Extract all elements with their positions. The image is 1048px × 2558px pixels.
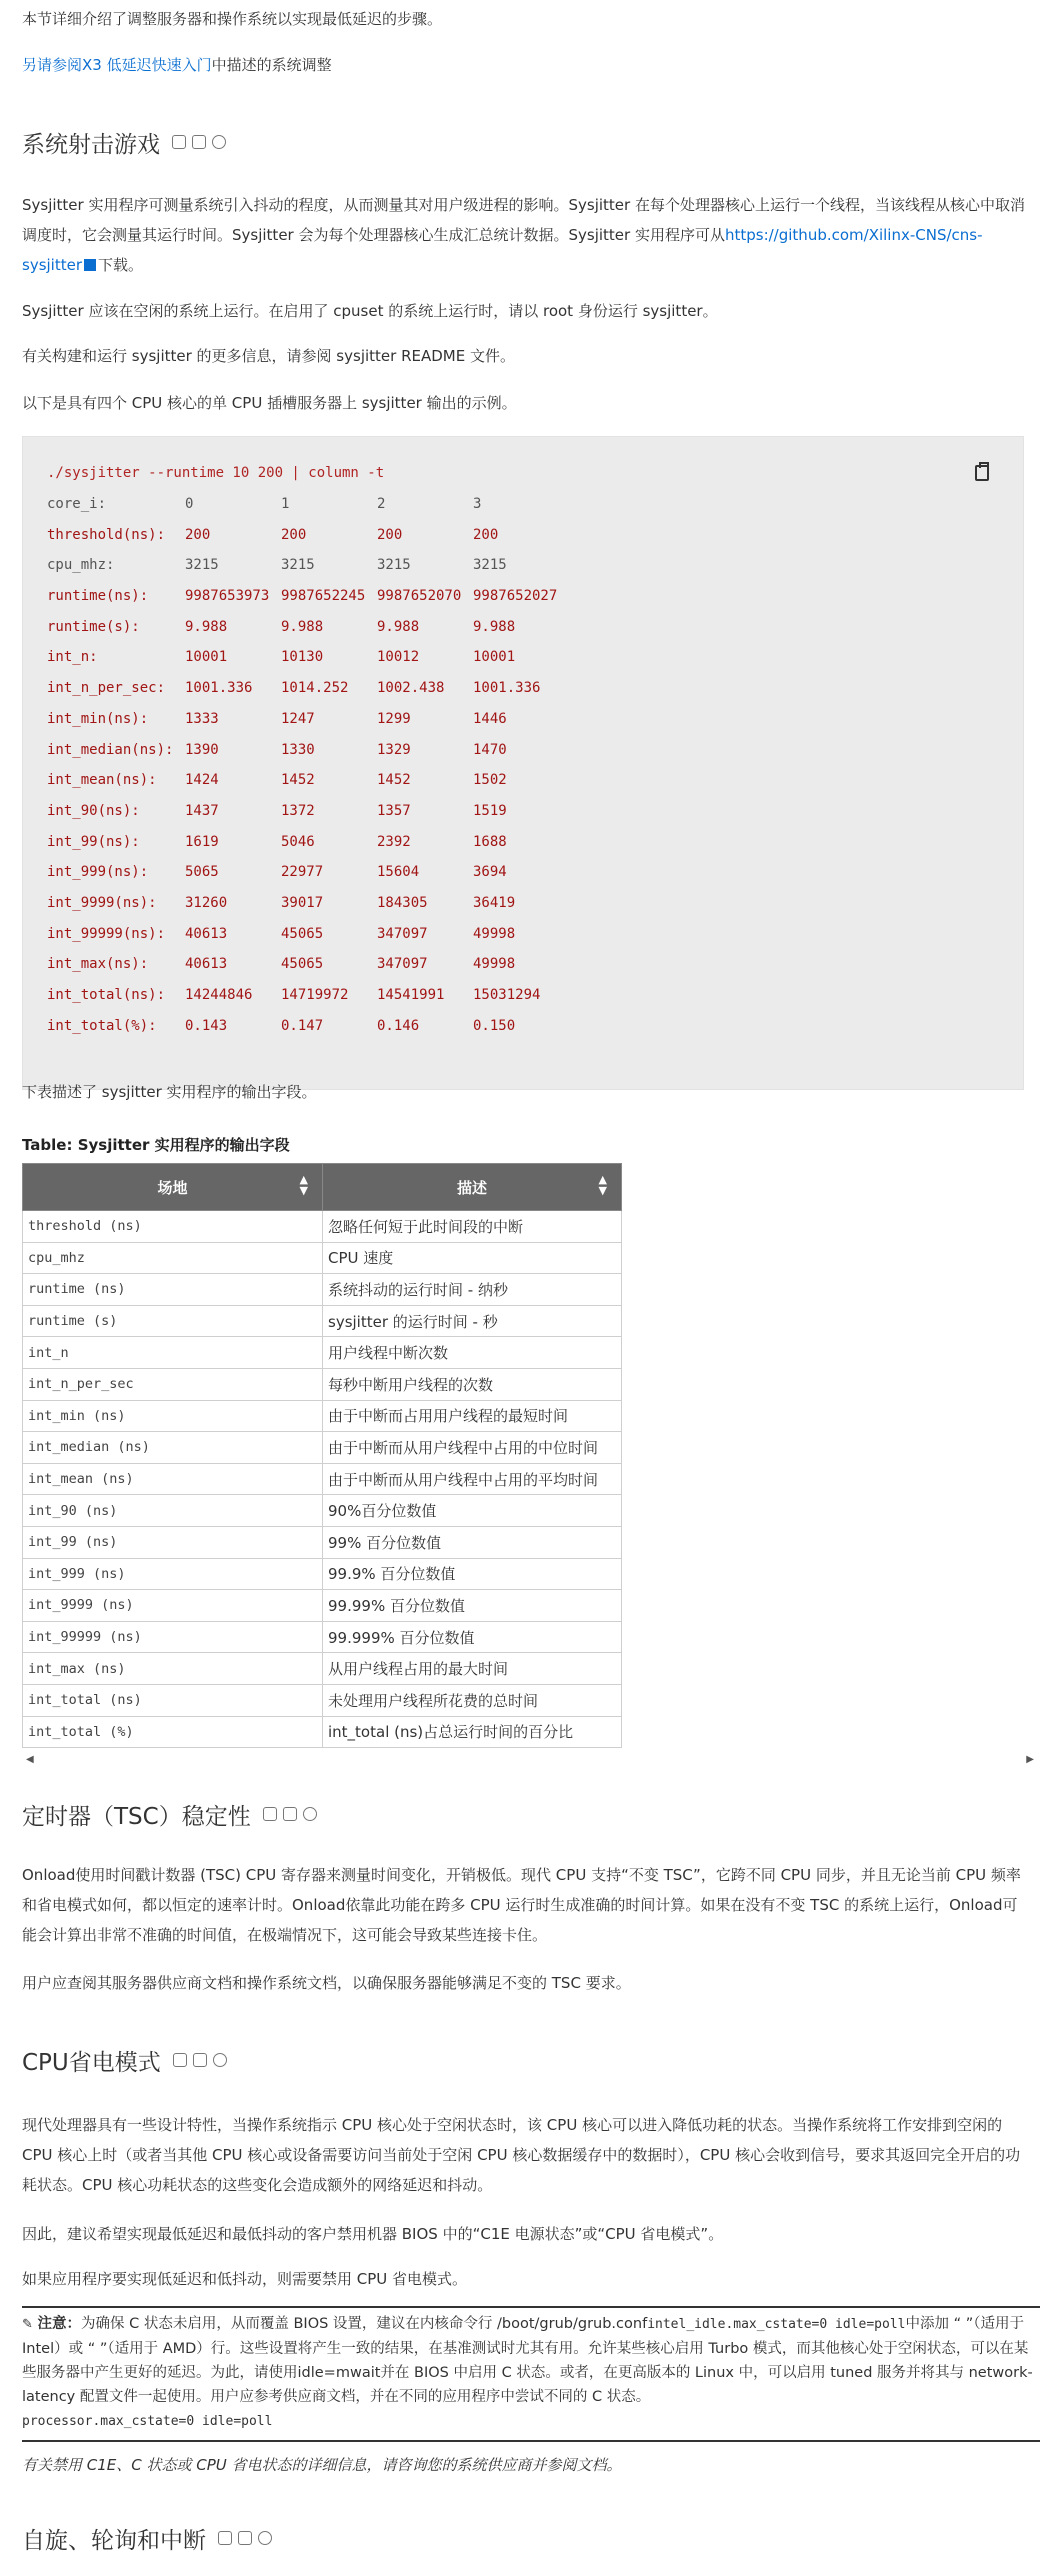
- share-icon[interactable]: [172, 135, 186, 149]
- table-row: [23, 1716, 622, 1748]
- pencil-icon: ✎: [22, 2317, 33, 2332]
- note-box: ✎ 注意：为确保 C 状态未启用，从而覆盖 BIOS 设置，建议在内核命令行 /boot/grub/grub.confintel_idle.max_cstate=0 idle=poll中添加 “ ”（适用于 Intel）或 “ ”（适用于 AMD）行。这些设置将产生一致的结果，在基准测试时尤其有用。允许某些核心启用 Turbo 模式，而其他核心处于空闲状态，可以在某些服务器中产生更好的延迟。为此，请使用idle=mwait并在 BIOS 中启用 C 状态。或者，在更高版本的 Linux 中，可以启用 tuned 服务并将其与 network-latency 配置文件一起使用。用户应参考供应商文档，并在不同的应用程序中尝试不同的 C 状态。 processor.max_cstate=0 idle=poll: [22, 2306, 1040, 2442]
- code-value: 1299: [377, 710, 411, 727]
- code-row: [47, 550, 1023, 581]
- code-value: 15031294: [473, 987, 541, 1003]
- code-value: 1446: [473, 710, 507, 727]
- code-value: 36419: [473, 894, 516, 911]
- code-key: core_i:: [47, 496, 107, 512]
- code-row: [47, 919, 1023, 950]
- code-value: 200: [473, 526, 499, 543]
- code-row: [47, 489, 1023, 520]
- next-heading: 自旋、轮询和中断: [22, 2527, 206, 2554]
- table-row: [23, 1526, 622, 1558]
- column-header-description[interactable]: 描述 ▲ ▼: [323, 1164, 622, 1211]
- code-key: int_9999(ns):: [47, 894, 157, 911]
- code-value: 39017: [281, 894, 324, 911]
- code-value: 1: [281, 496, 290, 512]
- code-value: 0.150: [473, 1017, 516, 1034]
- code-value: 49998: [473, 925, 516, 942]
- feedback-icon[interactable]: [212, 135, 226, 149]
- table-row: [23, 1305, 622, 1337]
- field-name-cell: int_n_per_sec: [23, 1368, 323, 1400]
- code-value: 5046: [281, 833, 315, 850]
- column-header-field[interactable]: 场地 ▲ ▼: [23, 1164, 323, 1211]
- code-value: 1333: [185, 710, 219, 727]
- code-value: 9.988: [377, 618, 420, 635]
- code-row: [47, 735, 1023, 766]
- section-heading-next: [22, 2518, 272, 2558]
- code-key: int_min(ns):: [47, 710, 149, 727]
- code-value: 3215: [281, 557, 315, 574]
- code-key: int_999(ns):: [47, 864, 149, 881]
- code-value: 1688: [473, 833, 507, 850]
- code-block: [22, 436, 1024, 1090]
- code-row: [47, 857, 1023, 888]
- code-value: 10001: [473, 649, 516, 666]
- code-value: 9987653973: [185, 588, 270, 605]
- code-row: [47, 642, 1023, 673]
- code-key: threshold(ns):: [47, 526, 166, 543]
- code-key: int_total(%):: [47, 1017, 157, 1034]
- code-value: 31260: [185, 894, 228, 911]
- feedback-icon[interactable]: [303, 1807, 317, 1821]
- code-row: [47, 581, 1023, 612]
- table-row: [23, 1653, 622, 1685]
- print-icon[interactable]: [283, 1807, 297, 1821]
- code-value: 347097: [377, 925, 428, 942]
- field-description-cell: 99.999% 百分位数值: [323, 1621, 622, 1653]
- code-value: 1470: [473, 741, 507, 758]
- code-value: 3215: [377, 557, 411, 574]
- field-description-cell: 由于中断而占用用户线程的最短时间: [323, 1400, 622, 1432]
- code-row: [47, 520, 1023, 551]
- table-row: [23, 1242, 622, 1274]
- code-value: 10001: [185, 649, 228, 666]
- sysjitter-paragraph-1: Sysjitter 实用程序可测量系统引入抖动的程度，从而测量其对用户级进程的影响。Sysjitter 在每个处理器核心上运行一个线程，当该线程从核心中取消调度时，它会测量其运行时间。Sysjitter 会为每个处理器核心生成汇总统计数据。Sysjitter 实用程序可从https://github.com/Xilinx-CNS/cns-sysjitter 下载。: [22, 196, 1025, 274]
- code-value: 1014.252: [281, 680, 349, 697]
- table-intro: 下表描述了 sysjitter 实用程序的输出字段。: [22, 1083, 317, 1101]
- note-code-intel: intel_idle.max_cstate=0 idle=poll: [647, 2317, 906, 2332]
- code-row: [47, 980, 1023, 1011]
- code-value: 1002.438: [377, 680, 445, 697]
- table-row: [23, 1463, 622, 1495]
- field-description-cell: sysjitter 的运行时间 - 秒: [323, 1305, 622, 1337]
- code-value: 9.988: [185, 618, 228, 635]
- field-description-cell: 从用户线程占用的最大时间: [323, 1653, 622, 1685]
- power-footnote: 有关禁用 C1E、C 状态或 CPU 省电状态的详细信息，请咨询您的系统供应商并参阅文档。: [22, 2456, 622, 2474]
- power-paragraph-2: 因此，建议希望实现最低延迟和最低抖动的客户禁用机器 BIOS 中的“C1E 电源状态”或“CPU 省电模式”。: [22, 2225, 724, 2243]
- intro-text: 本节详细介绍了调整服务器和操作系统以实现最低延迟的步骤。: [22, 10, 443, 28]
- code-value: 45065: [281, 956, 324, 973]
- power-heading: CPU省电模式: [22, 2049, 161, 2076]
- field-description-cell: 未处理用户线程所花费的总时间: [323, 1684, 622, 1716]
- field-description-cell: 99% 百分位数值: [323, 1526, 622, 1558]
- table-row: [23, 1558, 622, 1590]
- note-label: 注意：: [37, 2316, 82, 2332]
- code-value: 45065: [281, 925, 324, 942]
- table-row: [23, 1337, 622, 1369]
- field-name-cell: int_999 (ns): [23, 1558, 323, 1590]
- table-row: [23, 1684, 622, 1716]
- code-value: 1437: [185, 802, 219, 819]
- code-key: int_max(ns):: [47, 956, 149, 973]
- field-name-cell: runtime (s): [23, 1305, 323, 1337]
- code-value: 22977: [281, 864, 324, 881]
- table-caption: Table: Sysjitter 实用程序的输出字段: [22, 1136, 290, 1154]
- print-icon[interactable]: [192, 135, 206, 149]
- code-value: 1247: [281, 710, 315, 727]
- code-value: 14719972: [281, 987, 349, 1003]
- code-value: 1452: [281, 772, 315, 789]
- output-fields-table: [22, 1163, 622, 1748]
- field-name-cell: runtime (ns): [23, 1274, 323, 1306]
- external-link-icon: [84, 259, 96, 271]
- code-key: runtime(ns):: [47, 588, 149, 605]
- code-value: 14541991: [377, 987, 445, 1003]
- code-value: 1424: [185, 772, 219, 789]
- code-value: 1329: [377, 741, 411, 758]
- code-row: [47, 827, 1023, 858]
- code-value: 1619: [185, 833, 219, 850]
- note-code-amd: processor.max_cstate=0 idle=poll: [22, 2414, 273, 2429]
- share-icon[interactable]: [218, 2531, 232, 2545]
- code-value: 10130: [281, 649, 324, 666]
- code-value: 0: [185, 496, 194, 512]
- code-key: int_n:: [47, 649, 98, 666]
- sysjitter-heading: 系统射击游戏: [22, 131, 160, 158]
- code-value: 0.147: [281, 1017, 324, 1034]
- field-description-cell: int_total (ns)占总运行时间的百分比: [323, 1716, 622, 1748]
- table-row: [23, 1274, 622, 1306]
- code-value: 347097: [377, 956, 428, 973]
- code-command: ./sysjitter --runtime 10 200 | column -t: [47, 465, 385, 481]
- code-value: 9987652245: [281, 588, 366, 605]
- field-name-cell: int_9999 (ns): [23, 1590, 323, 1622]
- code-key: int_median(ns):: [47, 741, 174, 758]
- code-key: int_99(ns):: [47, 833, 140, 850]
- code-value: 3694: [473, 864, 507, 881]
- code-key: int_total(ns):: [47, 987, 166, 1003]
- field-name-cell: int_max (ns): [23, 1653, 323, 1685]
- code-key: runtime(s):: [47, 618, 140, 635]
- field-description-cell: 由于中断而从用户线程中占用的中位时间: [323, 1432, 622, 1464]
- code-key: int_n_per_sec:: [47, 680, 166, 697]
- share-icon[interactable]: [263, 1807, 277, 1821]
- code-value: 1502: [473, 772, 507, 789]
- github-link[interactable]: https://github.com/Xilinx-CNS/cns-sysjitter: [22, 226, 983, 274]
- field-name-cell: threshold (ns): [23, 1211, 323, 1243]
- table-scrollbar[interactable]: [22, 1752, 1036, 1768]
- code-value: 200: [185, 526, 211, 543]
- code-value: 1390: [185, 741, 219, 758]
- table-row: [23, 1495, 622, 1527]
- sysjitter-paragraph-3: 有关构建和运行 sysjitter 的更多信息，请参阅 sysjitter README 文件。: [22, 347, 515, 365]
- code-row: [47, 765, 1023, 796]
- field-name-cell: int_median (ns): [23, 1432, 323, 1464]
- field-name-cell: cpu_mhz: [23, 1242, 323, 1274]
- quickstart-link[interactable]: 另请参阅X3 低延迟快速入门: [22, 56, 212, 74]
- power-paragraph-3: 如果应用程序要实现低延迟和低抖动，则需要禁用 CPU 省电模式。: [22, 2270, 468, 2288]
- field-description-cell: 90%百分位数值: [323, 1495, 622, 1527]
- field-name-cell: int_mean (ns): [23, 1463, 323, 1495]
- section-heading-tsc: [22, 1794, 317, 1834]
- field-name-cell: int_99 (ns): [23, 1526, 323, 1558]
- code-row: [47, 1011, 1023, 1042]
- scroll-left-icon[interactable]: ◀: [26, 1754, 34, 1765]
- code-value: 9987652027: [473, 588, 558, 605]
- code-value: 1357: [377, 802, 411, 819]
- field-name-cell: int_total (%): [23, 1716, 323, 1748]
- code-value: 1372: [281, 802, 315, 819]
- field-description-cell: 99.9% 百分位数值: [323, 1558, 622, 1590]
- code-value: 9.988: [281, 618, 324, 635]
- code-value: 2392: [377, 833, 411, 850]
- code-row: [47, 888, 1023, 919]
- copy-icon[interactable]: [975, 465, 989, 481]
- code-value: 40613: [185, 956, 228, 973]
- table-row: [23, 1621, 622, 1653]
- code-value: 1519: [473, 802, 507, 819]
- code-value: 1452: [377, 772, 411, 789]
- field-name-cell: int_n: [23, 1337, 323, 1369]
- power-paragraph-1: 现代处理器具有一些设计特性，当操作系统指示 CPU 核心处于空闲状态时，该 CPU 核心可以进入降低功耗的状态。当操作系统将工作安排到空闲的 CPU 核心上时（或者当其他 CPU 核心或设备需要访问当前处于空闲 CPU 核心数据缓存中的数据时），CPU 核心会收到信号，要求其返回完全开启的功耗状态。CPU 核心功耗状态的这些变化会造成额外的网络延迟和抖动。: [22, 2116, 1021, 2194]
- field-name-cell: int_99999 (ns): [23, 1621, 323, 1653]
- code-value: 9.988: [473, 618, 516, 635]
- code-value: 3215: [473, 557, 507, 574]
- code-value: 15604: [377, 864, 420, 881]
- code-value: 40613: [185, 925, 228, 942]
- code-value: 200: [281, 526, 307, 543]
- field-description-cell: 系统抖动的运行时间 - 纳秒: [323, 1274, 622, 1306]
- code-value: 3: [473, 496, 482, 512]
- share-icon[interactable]: [173, 2053, 187, 2067]
- field-description-cell: 99.99% 百分位数值: [323, 1590, 622, 1622]
- code-value: 1330: [281, 741, 315, 758]
- code-row: [47, 796, 1023, 827]
- code-value: 14244846: [185, 987, 253, 1003]
- table-row: [23, 1590, 622, 1622]
- table-row: [23, 1368, 622, 1400]
- code-value: 49998: [473, 956, 516, 973]
- code-value: 10012: [377, 649, 420, 666]
- code-row: [47, 949, 1023, 980]
- code-row: [47, 673, 1023, 704]
- field-description-cell: CPU 速度: [323, 1242, 622, 1274]
- tsc-paragraph-2: 用户应查阅其服务器供应商文档和操作系统文档，以确保服务器能够满足不变的 TSC 要求。: [22, 1974, 631, 1992]
- field-description-cell: 每秒中断用户线程的次数: [323, 1368, 622, 1400]
- code-key: int_99999(ns):: [47, 925, 166, 942]
- table-row: [23, 1400, 622, 1432]
- section-heading-power: [22, 2040, 227, 2080]
- code-value: 5065: [185, 864, 219, 881]
- tsc-heading: 定时器（TSC）稳定性: [22, 1803, 251, 1830]
- code-key: cpu_mhz:: [47, 557, 115, 574]
- intro-link-tail: 中描述的系统调整: [211, 56, 332, 74]
- feedback-icon[interactable]: [213, 2053, 227, 2067]
- code-key: int_90(ns):: [47, 802, 140, 819]
- code-value: 0.146: [377, 1017, 420, 1034]
- field-description-cell: 用户线程中断次数: [323, 1337, 622, 1369]
- field-description-cell: 由于中断而从用户线程中占用的平均时间: [323, 1463, 622, 1495]
- sort-icon[interactable]: ▲ ▼: [598, 1173, 607, 1197]
- code-value: 1001.336: [473, 680, 541, 697]
- code-key: int_mean(ns):: [47, 772, 157, 789]
- code-value: 184305: [377, 894, 428, 911]
- code-value: 2: [377, 496, 386, 512]
- sysjitter-paragraph-2: Sysjitter 应该在空闲的系统上运行。在启用了 cpuset 的系统上运行时，请以 root 身份运行 sysjitter。: [22, 302, 718, 320]
- code-row: [47, 612, 1023, 643]
- sysjitter-paragraph-4: 以下是具有四个 CPU 核心的单 CPU 插槽服务器上 sysjitter 输出的示例。: [22, 394, 517, 412]
- field-name-cell: int_min (ns): [23, 1400, 323, 1432]
- scroll-right-icon[interactable]: ▶: [1026, 1754, 1034, 1765]
- field-name-cell: int_total (ns): [23, 1684, 323, 1716]
- code-value: 200: [377, 526, 403, 543]
- sort-icon[interactable]: ▲ ▼: [299, 1173, 308, 1197]
- tsc-paragraph-1: Onload使用时间戳计数器 (TSC) CPU 寄存器来测量时间变化，开销极低。现代 CPU 支持“不变 TSC”，它跨不同 CPU 同步，并且无论当前 CPU 频率和省电模式如何，都以恒定的速率计时。Onload依靠此功能在跨多 CPU 运行时生成准确的时间计算。如果在没有不变 TSC 的系统上运行，Onload可能会计算出非常不准确的时间值，在极端情况下，这可能会导致某些连接卡住。: [22, 1866, 1021, 1944]
- section-heading-sysjitter: [22, 122, 226, 162]
- field-description-cell: 忽略任何短于此时间段的中断: [323, 1211, 622, 1243]
- feedback-icon[interactable]: [258, 2531, 272, 2545]
- code-value: 1001.336: [185, 680, 253, 697]
- print-icon[interactable]: [193, 2053, 207, 2067]
- print-icon[interactable]: [238, 2531, 252, 2545]
- table-row: [23, 1211, 622, 1243]
- code-value: 9987652070: [377, 588, 462, 605]
- table-row: [23, 1432, 622, 1464]
- code-value: 0.143: [185, 1017, 228, 1034]
- code-value: 3215: [185, 557, 219, 574]
- field-name-cell: int_90 (ns): [23, 1495, 323, 1527]
- code-row: [47, 704, 1023, 735]
